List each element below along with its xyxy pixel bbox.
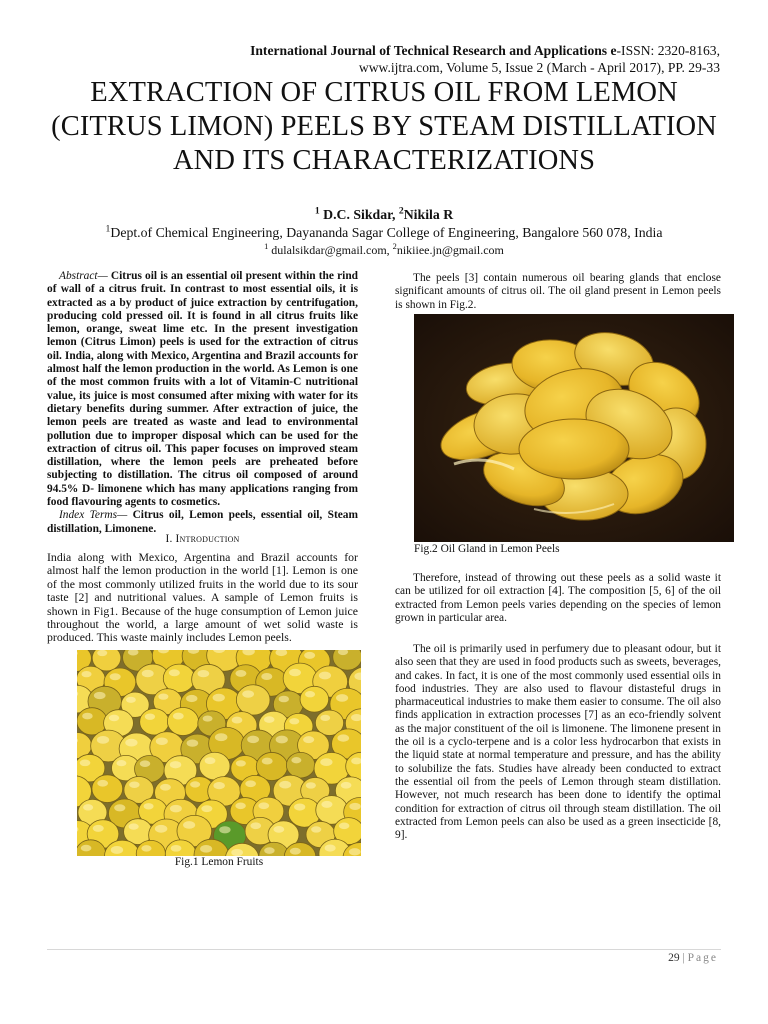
journal-name: International Journal of Technical Research and Applications e: [250, 43, 617, 58]
journal-issn: -ISSN: 2320-8163,: [616, 43, 720, 58]
page-number: 29: [668, 952, 680, 964]
figure-1-caption: Fig.1 Lemon Fruits: [174, 856, 264, 868]
journal-line-2: www.ijtra.com, Volume 5, Issue 2 (March - April 2017), PP. 29-33: [358, 60, 720, 75]
figure-lemon-peels-image: [414, 314, 734, 542]
paper-title: EXTRACTION OF CITRUS OIL FROM LEMON (CITRUS LIMON) PEELS BY STEAM DISTILLATION AND ITS CHARACTERIZATIONS: [51, 77, 717, 176]
author-list: $^1$ D.C. Sikdar, $^2$Nikila R: [314, 205, 454, 222]
right-paragraph-3: The oil is primarily used in perfumery due to pleasant odour, but it also seen that they are used in food products such as sweets, beverages, and cakes. In fact, it is one of the most commonly used essential oils in food industries. They are also used to flavour distasteful drugs in pharmaceutical industries to make them easier to consume. The oil also finds application in extraction processes [7] as an eco-friendly solvent as the major constituent of the oil is limonene. The limonene present in the oil is a cyclo-terpene and is a color less hydrocarbon that exists in the liquid state at normal temperature and pressure, and has the ability to solubilize the fats. Studies have already been conducted to extract the essential oil from the peels of Lemon through steam distillation. However, not much research has been done to identify the optimal condition for extraction of citrus oil through steam distillation. The oil extracted from Lemon peels can also be used as a green insecticide [8, 9].: [395, 643, 721, 842]
section-heading-introduction: I. Introduction: [165, 533, 240, 545]
journal-line-1: [80, 42, 720, 59]
page-footer: [668, 952, 718, 964]
footer-divider: [47, 949, 721, 950]
right-paragraph-2: Therefore, instead of throwing out these peels as a solid waste it can be utilized for oil extraction [4]. The composition [5, 6] of the oil extracted from Lemon peels varies depending on the species of lemon grown in particular area.: [395, 572, 721, 624]
page-word: Page: [687, 952, 718, 964]
index-terms-label: Index Terms—: [59, 509, 128, 522]
abstract-label: Abstract—: [59, 270, 108, 282]
journal-header: [80, 42, 720, 76]
page-separator: |: [682, 952, 685, 964]
figure-lemon-fruits-image: [77, 650, 361, 856]
index-terms-text: Citrus oil, Lemon peels, essential oil, Steam distillation, Limonene.: [47, 509, 358, 535]
abstract-text: Citrus oil is an essential oil present within the rind of wall of a citrus fruit. In contrast to most essential oils, it is extracted as a by product of juice extraction by centrifugation, producing cold pressed oil. It is found in all citrus fruits like lemon, orange, sweat lime etc. In the present investigation lemon (Citrus Limon) peels is used for the extraction of citrus oil. India, along with Mexico, Argentina and Brazil accounts for almost half the lemon production in the world. As Lemon is one of the most common fruits with a lot of Vitamin-C nutritional value, its juice is most consumed after mixing with water for its dietary benefits during summer. After extraction of juice, the lemon peels are treated as waste and lead to environmental pollution due to improper disposal which can be used for the extraction of citrus oil. This paper focuses on improved steam distillation, where the lemon peels are preheated before subjecting to distillation. The citrus oil composed of around 94.5% D- limonene which has many applications ranging from food flavouring agents to cosmetics.: [47, 270, 358, 509]
figure-2-caption: Fig.2 Oil Gland in Lemon Peels: [414, 543, 560, 555]
abstract: [47, 270, 358, 536]
right-paragraph-1: The peels [3] contain numerous oil bearing glands that enclose significant amounts of citrus oil. The oil gland present in Lemon peels is shown in Fig.2.: [395, 272, 721, 311]
intro-paragraph: India along with Mexico, Argentina and Brazil accounts for almost half the lemon production in the world [1]. Lemon is one of the most commonly utilized fruits in the world due to its sour taste [2] and nutritional values. A sample of Lemon fruits is shown in Fig1. Because of the huge consumption of Lemon juice throughout the world, a large amount of wet solid waste is produced. This waste mainly includes Lemon peels.: [47, 550, 358, 645]
affiliation: $^1$Dept.of Chemical Engineering, Dayananda Sagar College of Engineering, Bangalore 560 078, India: [105, 223, 663, 240]
author-emails: $^1$ dulalsikdar@gmail.com, $^2$nikiiee.jn@gmail.com: [264, 242, 504, 257]
